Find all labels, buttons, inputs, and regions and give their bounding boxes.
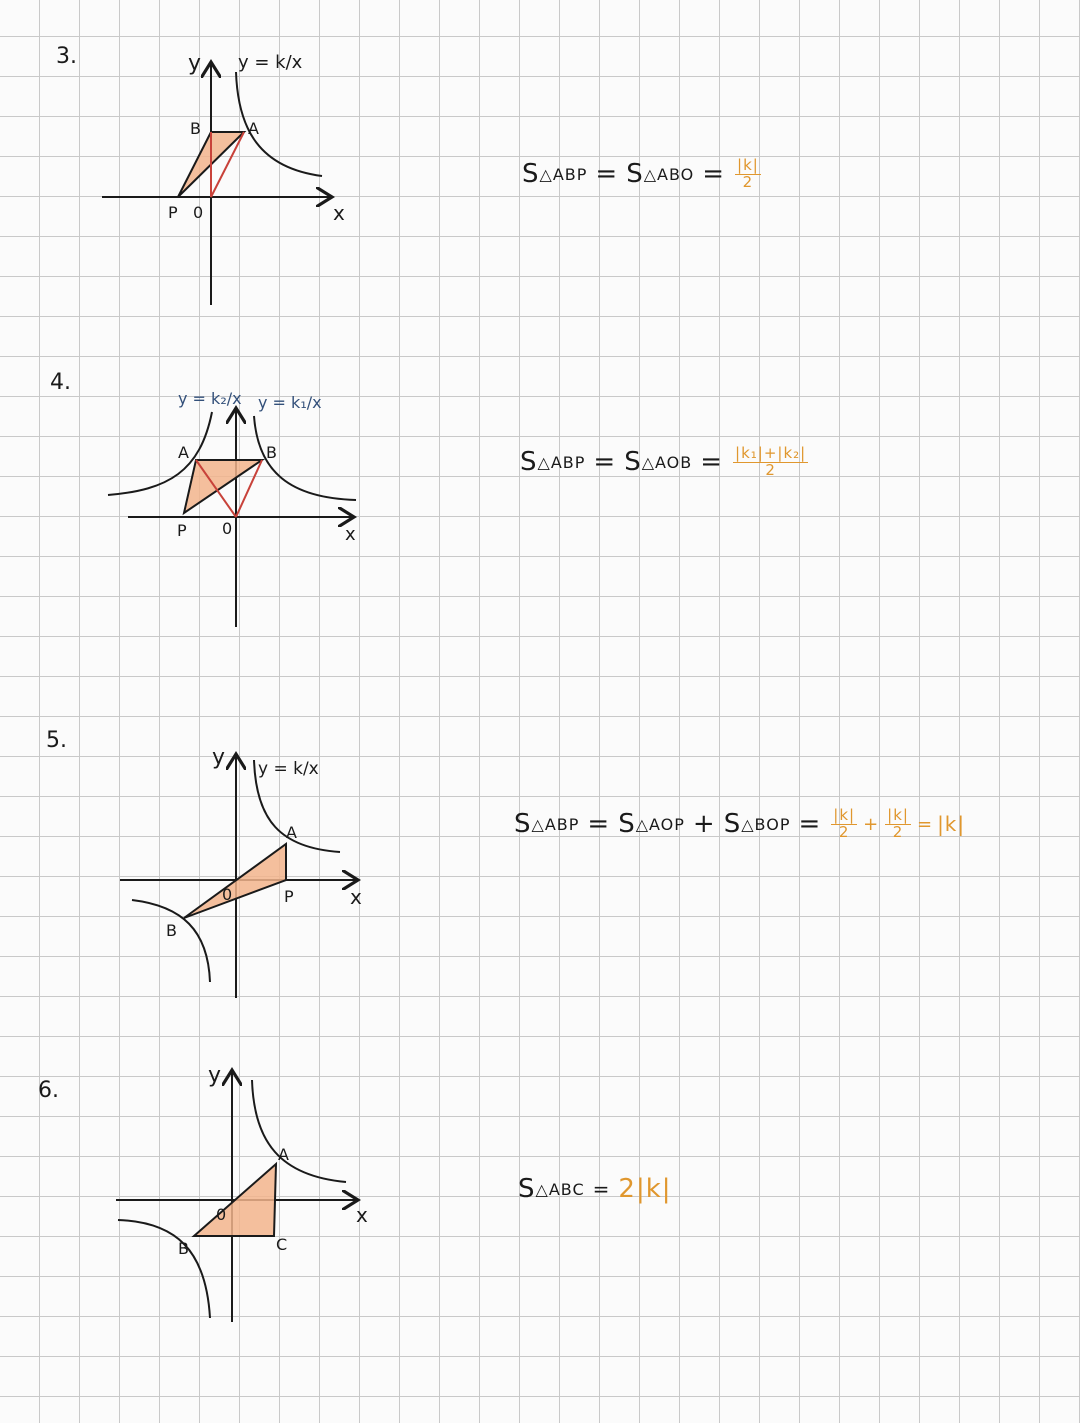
formula-eq: = xyxy=(702,159,726,190)
formula-tri: △ABP xyxy=(539,164,588,184)
formula-s: S xyxy=(618,809,636,840)
formula-tri: △ABO xyxy=(643,164,695,184)
formula-5 xyxy=(514,808,965,841)
formula-tri: △AOP xyxy=(635,814,685,834)
label-y: y xyxy=(212,745,226,770)
diagram-3 xyxy=(0,0,420,330)
formula-s: S xyxy=(514,809,532,840)
point-a: A xyxy=(248,119,259,138)
point-b: B xyxy=(178,1239,189,1258)
formula-s: S xyxy=(723,809,742,840)
label-x: x xyxy=(356,1203,368,1227)
problem-3 xyxy=(0,0,1080,350)
denominator: 2 xyxy=(838,822,850,841)
problem-4 xyxy=(0,350,1080,700)
point-p: P xyxy=(168,203,178,222)
label-x: x xyxy=(350,885,362,909)
denominator: 2 xyxy=(742,172,754,191)
point-b: B xyxy=(190,119,201,138)
problem-number: 6. xyxy=(38,1078,59,1103)
formula-tri: △ABP xyxy=(537,452,586,472)
hyperbola-upper xyxy=(252,1080,346,1182)
formula-s: S xyxy=(624,447,642,478)
fraction xyxy=(831,808,857,841)
formula-tri: △BOP xyxy=(741,814,791,834)
formula-tri: △ABP xyxy=(531,814,580,834)
formula-eq: = xyxy=(592,1177,611,1201)
point-a: A xyxy=(278,1145,289,1164)
fraction xyxy=(733,446,808,479)
problem-number: 4. xyxy=(50,370,71,395)
formula-eq: = xyxy=(916,813,934,835)
diagram-4 xyxy=(0,350,420,650)
diagram-5 xyxy=(0,720,420,1010)
label-y: y xyxy=(208,1063,222,1088)
point-b: B xyxy=(266,443,277,462)
point-a: A xyxy=(286,823,297,842)
formula-plus: + xyxy=(692,809,716,840)
problem-number: 5. xyxy=(46,728,67,753)
formula-result: |k| xyxy=(937,812,966,837)
fraction xyxy=(885,808,911,841)
formula-eq: = xyxy=(587,809,611,840)
point-p: P xyxy=(177,521,187,540)
curve-label-k1: y = k₁/x xyxy=(258,393,322,412)
point-o: 0 xyxy=(222,519,233,538)
curve-label: y = k/x xyxy=(238,52,303,73)
point-b: B xyxy=(166,921,177,940)
numerator: |k| xyxy=(737,156,759,174)
formula-tri: △AOB xyxy=(641,452,693,472)
formula-eq: = xyxy=(593,447,617,478)
formula-4 xyxy=(520,446,810,479)
problem-6 xyxy=(0,1050,1080,1400)
formula-6 xyxy=(518,1174,672,1204)
formula-eq: = xyxy=(700,447,724,478)
problem-5 xyxy=(0,720,1080,1070)
problem-number: 3. xyxy=(56,44,77,69)
formula-3 xyxy=(522,158,763,191)
point-o: 0 xyxy=(222,885,233,904)
formula-eq: = xyxy=(595,159,619,190)
formula-s: S xyxy=(522,159,540,190)
point-c: C xyxy=(276,1235,288,1254)
point-p: P xyxy=(284,887,294,906)
denominator: 2 xyxy=(892,822,904,841)
numerator: |k₁|+|k₂| xyxy=(735,444,807,462)
point-o: 0 xyxy=(216,1205,227,1224)
formula-result: 2|k| xyxy=(618,1174,672,1204)
label-y: y xyxy=(188,51,202,76)
point-a: A xyxy=(178,443,189,462)
denominator: 2 xyxy=(765,460,776,479)
label-x: x xyxy=(333,201,345,225)
label-x: x xyxy=(345,524,356,545)
formula-tri: △ABC xyxy=(535,1179,585,1199)
fraction xyxy=(735,158,761,191)
diagram-6 xyxy=(0,1050,420,1350)
numerator: |k| xyxy=(833,806,856,824)
formula-plus: + xyxy=(863,813,880,835)
point-o: 0 xyxy=(193,203,204,222)
numerator: |k| xyxy=(887,806,909,824)
curve-label: y = k/x xyxy=(258,759,319,779)
formula-eq: = xyxy=(798,809,822,840)
formula-s: S xyxy=(626,159,644,190)
curve-label-k2: y = k₂/x xyxy=(178,389,242,408)
formula-s: S xyxy=(518,1174,536,1204)
formula-s: S xyxy=(520,447,538,478)
